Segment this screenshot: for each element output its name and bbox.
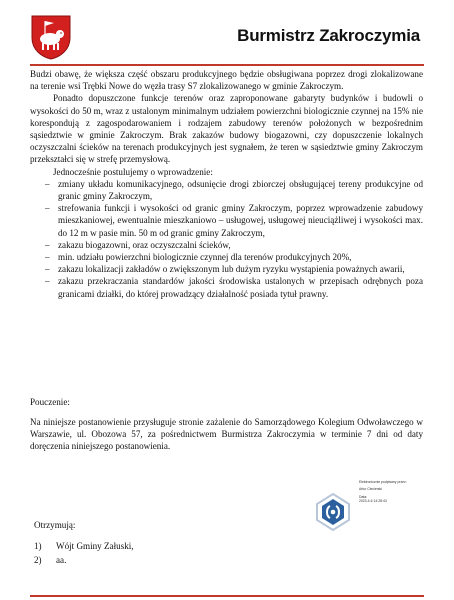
bullet-dash: –: [45, 252, 50, 263]
pouczenie-label: Pouczenie:: [30, 397, 70, 407]
paragraph-2: Ponadto dopuszczone funkcje terenów oraz zaproponowane gabaryty budynków i budowli o wysokości do 50 m, wraz z ustalonym minimalnym udziałem powierzchni biologicznie czynnej na 15% nie korespondują z zagospodarowaniem i rodzajem zabudowy terenów położonych w bezpośrednim sąsiedztwie w gminie Zakroczym. Brak zakazów budowy biogazowni, czy dopuszczenie lokalnych oczyszczalni ścieków na terenach produkcyjnych jest sygnałem, że teren w sąsiedztwie gminy Zakroczym przekształci się w strefę przemysłową.: [30, 93, 423, 165]
header-divider: [30, 64, 424, 66]
page-title: Burmistrz Zakroczymia: [237, 26, 420, 45]
bullet-dash: –: [45, 178, 50, 189]
list-item: 1) Wójt Gminy Załuski,: [34, 541, 134, 551]
signature-date-label: Data:: [359, 494, 368, 499]
document-body: [30, 68, 423, 300]
recipients-label: Otrzymują:: [34, 520, 76, 530]
list-item: 2) aa.: [34, 555, 67, 565]
pouczenie-text: Na niniejsze postanowienie przysługuje stronie zażalenie do Samorządowego Kolegium Odwoławczego w Warszawie, ul. Obozowa 57, za pośrednictwem Burmistrza Zakroczymia w terminie 7 dni od daty doręczenia niniejszego postanowienia.: [30, 417, 423, 452]
bullet-dash: –: [45, 239, 50, 250]
bullet-dash: –: [45, 276, 50, 287]
signature-line1: Elektronicznie podpisany przez:: [359, 480, 407, 484]
list-item: – zakazu przekraczania standardów jakości środowiska ustalonych w przepisach odrębnych poza granicami działki, do której prowadzący działalność posiada tytuł prawny.: [45, 276, 423, 299]
signature-details: [359, 480, 407, 503]
paragraph-3: Jednocześnie postulujemy o wprowadzenie:: [53, 166, 213, 177]
list-item: – strefowania funkcji i wysokości od granic gminy Zakroczym, poprzez wprowadzenie zabudowy mieszkaniowej, ewentualnie mieszkaniowo – usługowej, usługowej nieuciążliwej i wysokości max. do 12 m w pasie min. 50 m od granic gminy Zakroczym,: [45, 203, 423, 238]
bullet-dash: –: [45, 264, 50, 275]
electronic-signature: [307, 476, 407, 540]
list-item: – min. udziału powierzchni biologicznie czynnej dla terenów produkcyjnych 20%,: [45, 252, 352, 263]
recipients-list: [34, 539, 134, 567]
e-signature-icon: [313, 492, 353, 532]
paragraph-1: Budzi obawę, że większa część obszaru produkcyjnego będzie obsługiwana poprzez drogi zlokalizowane na terenie wsi Trębki Nowe do węzła trasy S7 zlokalizowanego w gminie Zakroczym.: [30, 69, 423, 92]
bullet-dash: –: [45, 203, 50, 214]
list-item: – zakazu lokalizacji zakładów o zwiększonym lub dużym ryzyku wystąpienia poważnych awarii,: [45, 264, 405, 275]
lamb-crest-icon: [30, 14, 72, 60]
list-item: – zakazu biogazowni, oraz oczyszczalni ścieków,: [45, 239, 231, 250]
signature-signer: Artur Ciecierski: [359, 487, 382, 492]
postulates-list: [30, 178, 423, 300]
footer-divider: [30, 595, 424, 597]
signature-date: 2023-4-6 14:28:43: [359, 498, 387, 503]
list-item: – zmiany układu komunikacyjnego, odsunięcie drogi zbiorczej obsługującej tereny produkcyjne od granic gminy Zakroczym,: [45, 178, 423, 202]
